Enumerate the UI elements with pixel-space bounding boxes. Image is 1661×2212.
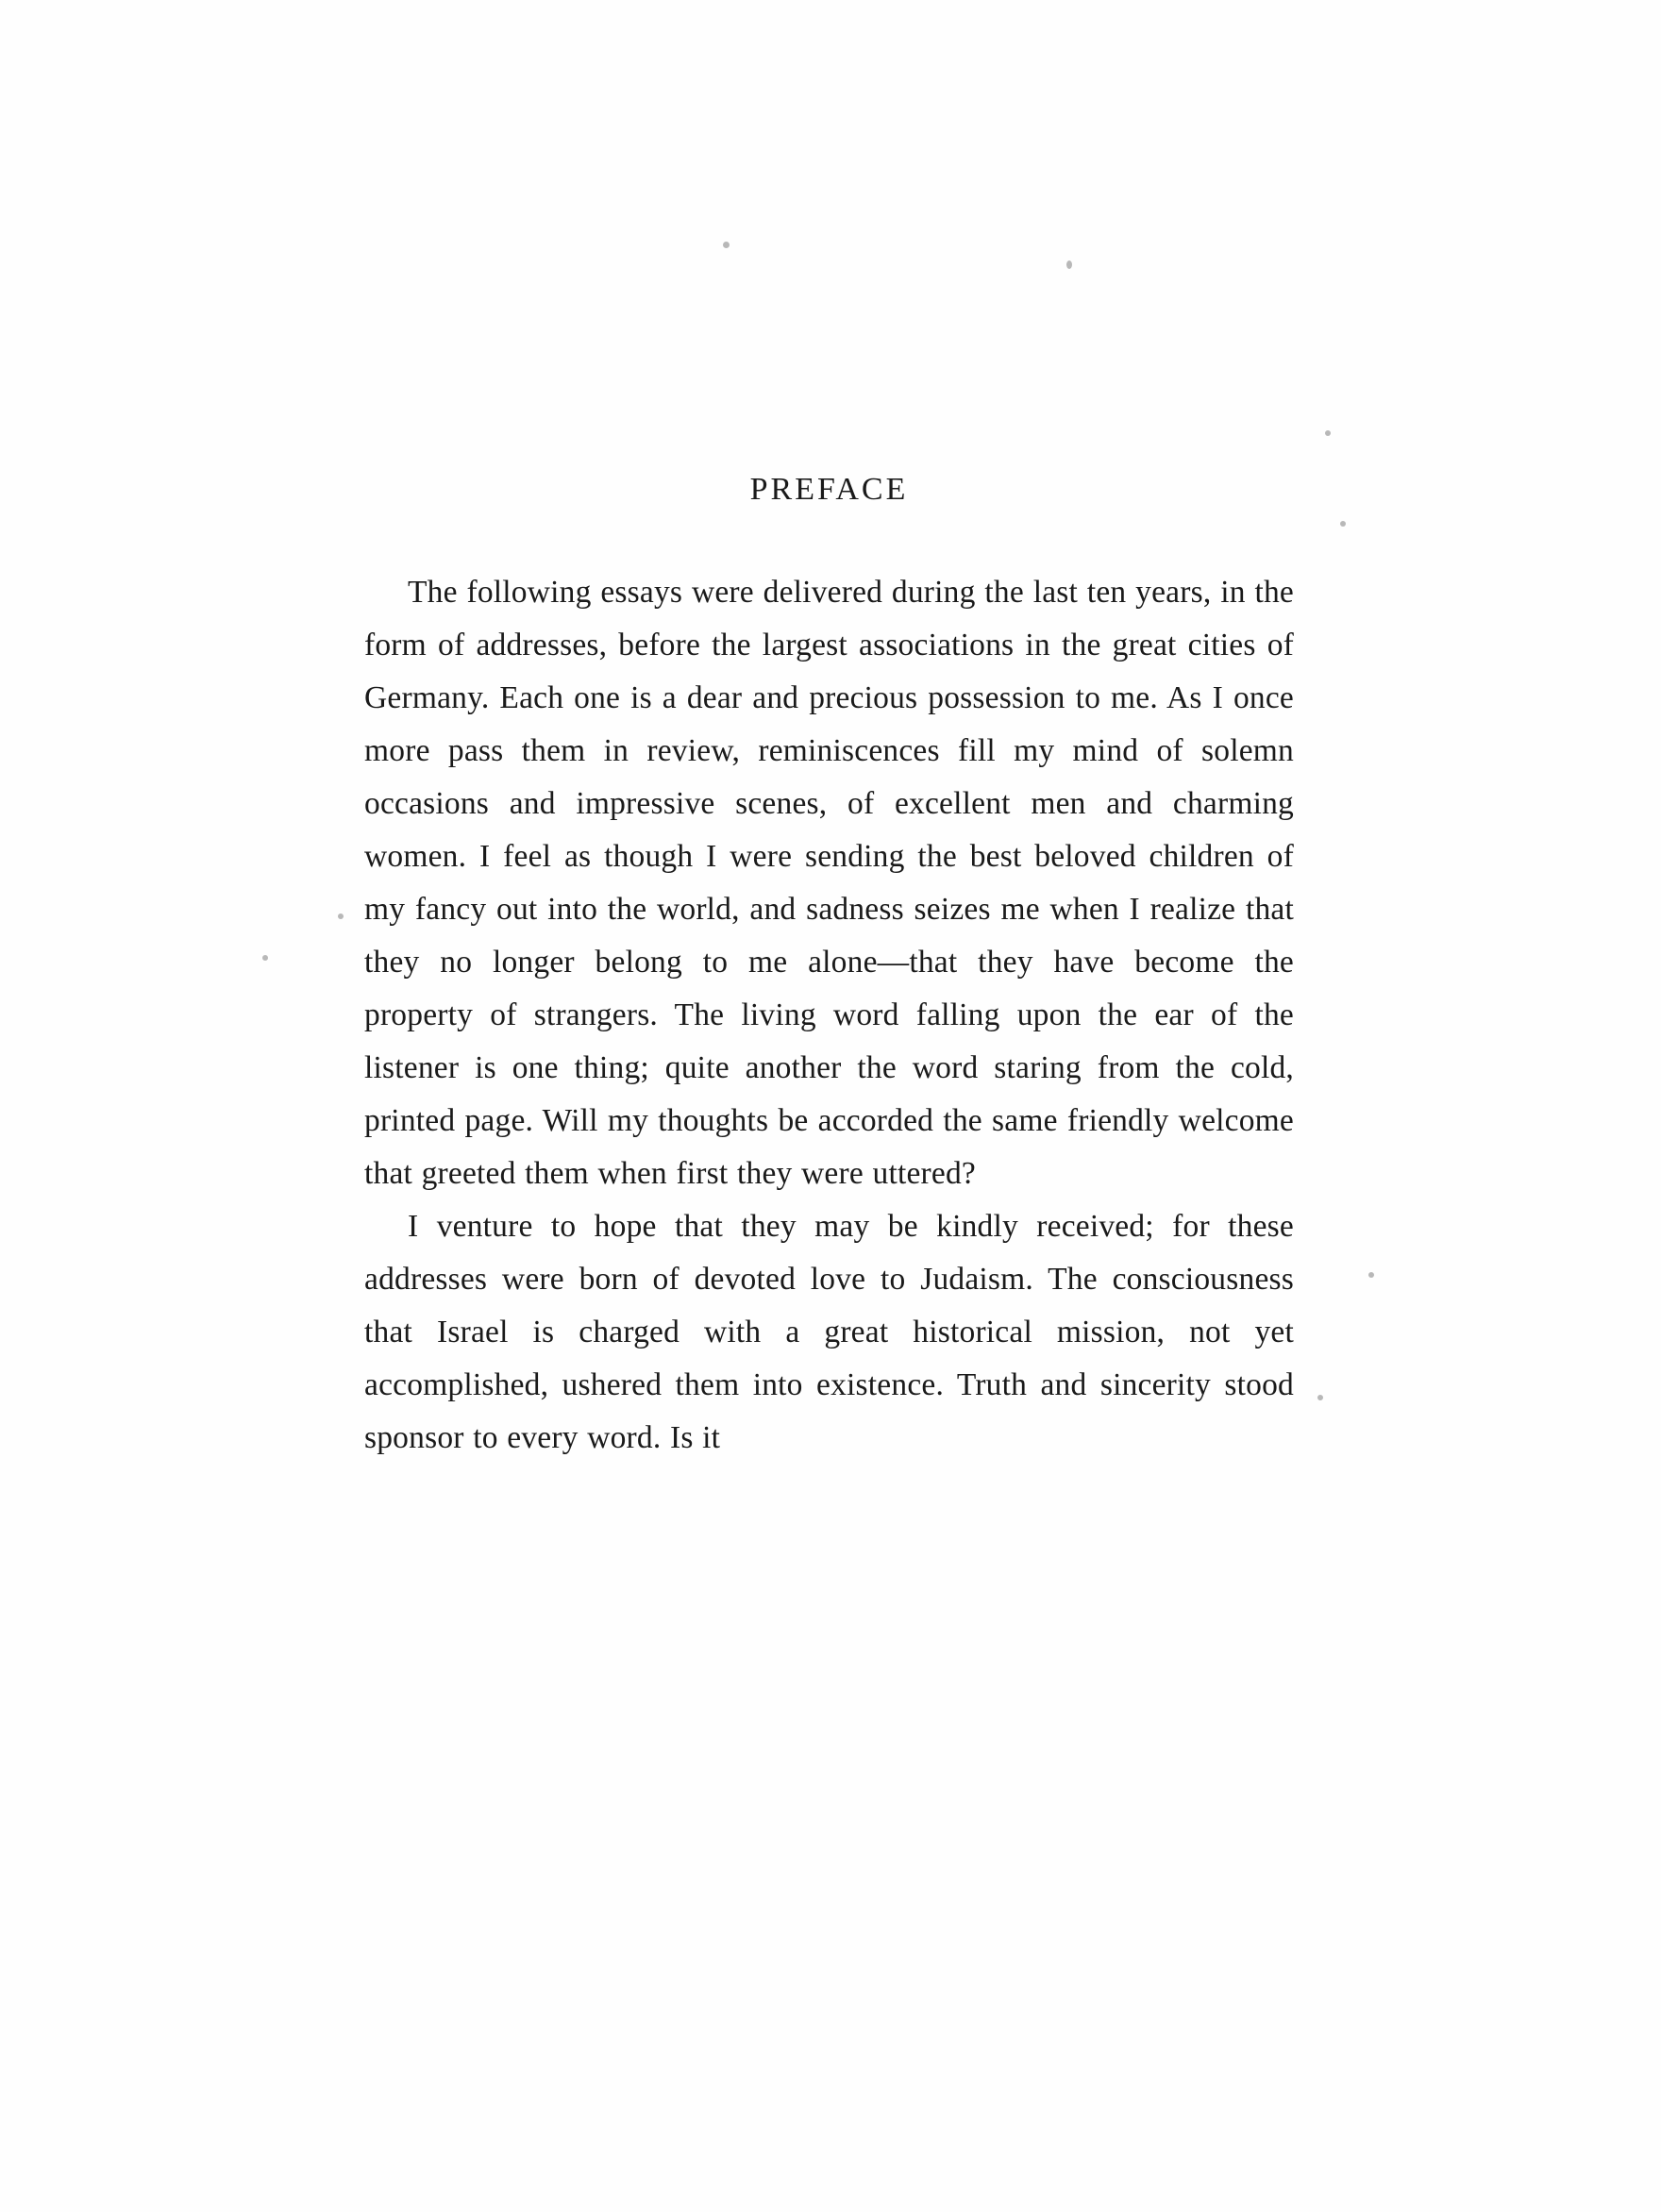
body-paragraph: I venture to hope that they may be kindly received; for these addresses were born of devoted love to Judaism. The consciousness that Israel is charged with a great historical mission, not yet accomplished, ushered them into existence. Truth and sincerity stood sponsor to every word. Is it	[364, 1209, 1294, 1455]
page-title: PREFACE	[749, 472, 909, 507]
scan-speck	[723, 242, 730, 248]
scan-speck	[1066, 260, 1072, 269]
scan-speck	[262, 955, 268, 961]
scan-speck	[1340, 521, 1346, 527]
page-content	[364, 472, 1294, 1465]
body-paragraph: The following essays were delivered during the last ten years, in the form of addresses, before the largest associations in the great cities of Germany. Each one is a dear and precious possession to me. As I once more pass them in review, reminiscences fill my mind of solemn occasions and impressive scenes, of excellent men and charming women. I feel as though I were sending the best beloved children of my fancy out into the world, and sadness seizes me when I realize that they no longer belong to me alone—that they have become the property of strangers. The living word falling upon the ear of the listener is one thing; quite another the word staring from the cold, printed page. Will my thoughts be accorded the same friendly welcome that greeted them when first they were uttered?	[364, 575, 1294, 1191]
scan-speck	[1317, 1395, 1323, 1400]
scan-speck	[1325, 430, 1331, 436]
scan-speck	[1368, 1272, 1374, 1278]
scan-speck	[338, 913, 344, 919]
